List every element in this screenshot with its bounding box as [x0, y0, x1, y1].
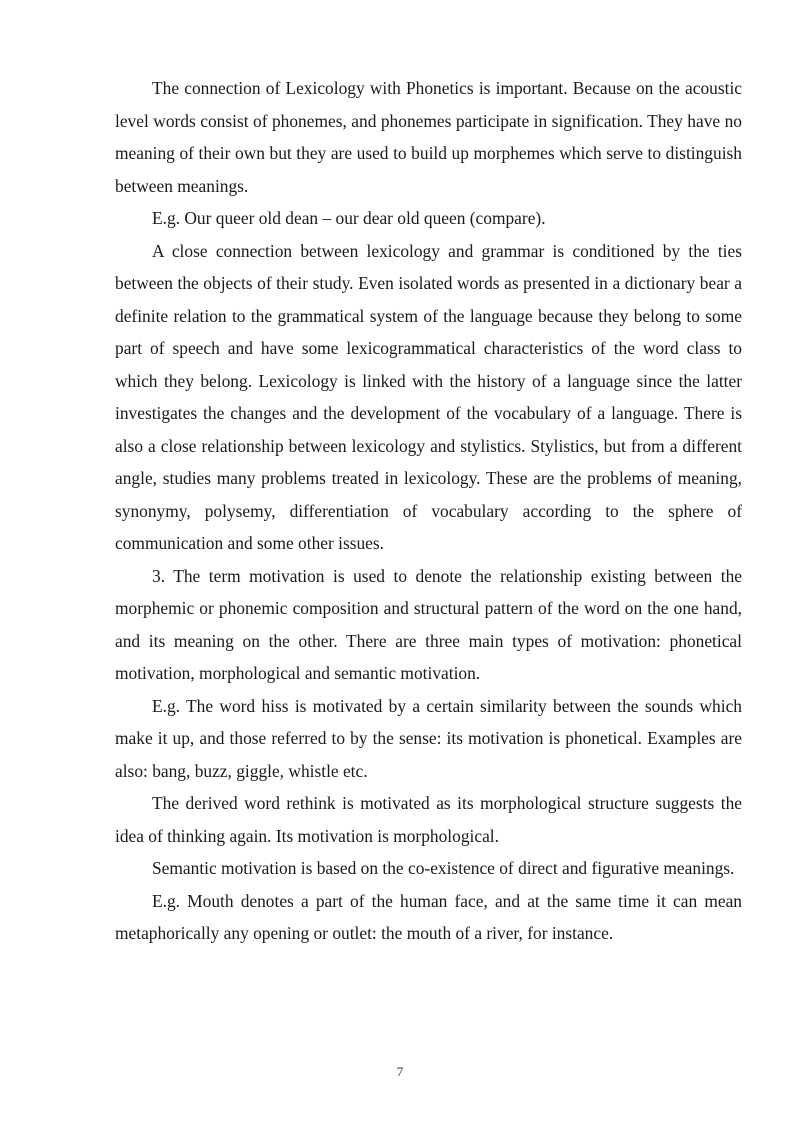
paragraph-grammar: A close connection between lexicology and grammar is conditioned by the ties between the objects of their study. Even isolated words as presented in a dictionary bear a definite relation to the grammatical system of the language because they belong to some part of speech and have some lexicogrammatical characteristics of the word class to which they belong. Lexicology is linked with the history of a language since the latter investigates the changes and the development of the vocabulary of a language. There is also a close relationship between lexicology and stylistics. Stylistics, but from a different angle, studies many problems treated in lexicology. These are the problems of meaning, synonymy, polysemy, differentiation of vocabulary according to the sphere of communication and some other issues. — [115, 240, 742, 553]
paragraph-example-mouth: E.g. Mouth denotes a part of the human face, and at the same time it can mean metaphorically any opening or outlet: the mouth of a river, for instance. — [115, 890, 742, 943]
page-number: 7 — [396, 1064, 404, 1079]
page-body — [115, 72, 742, 950]
paragraph-motivation: 3. The term motivation is used to denote the relationship existing between the morphemic or phonemic composition and structural pattern of the word on the one hand, and its meaning on the other. There are three main types of motivation: phonetical motivation, morphological and semantic motivation. — [115, 565, 742, 683]
paragraph-semantic: Semantic motivation is based on the co-existence of direct and figurative meanings. — [152, 858, 735, 878]
paragraph-example-hiss: E.g. The word hiss is motivated by a certain similarity between the sounds which make it up, and those referred to by the sense: its motivation is phonetical. Examples are also: bang, buzz, giggle, whistle etc. — [115, 695, 742, 781]
paragraph-rethink: The derived word rethink is motivated as its morphological structure suggests the idea of thinking again. Its motivation is morphological. — [115, 793, 742, 846]
paragraph-phonetics: The connection of Lexicology with Phonetics is important. Because on the acoustic level words consist of phonemes, and phonemes participate in signification. They have no meaning of their own but they are used to build up morphemes which serve to distinguish between meanings. — [115, 78, 742, 196]
paragraph-example-dean: E.g. Our queer old dean – our dear old queen (compare). — [152, 208, 546, 228]
